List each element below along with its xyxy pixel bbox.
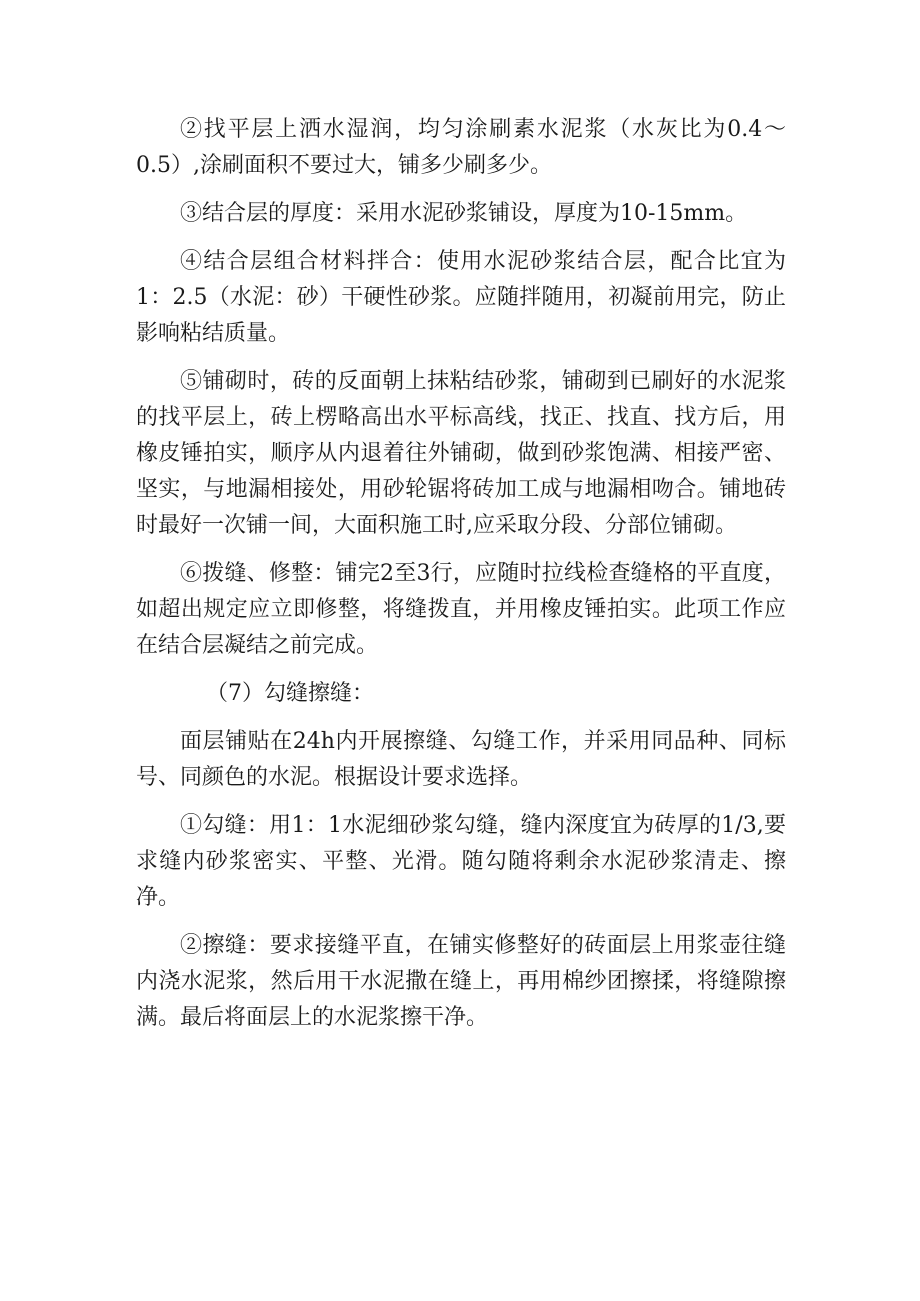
paragraph-step-6-joint-adjusting: ⑥拨缝、修整：铺完2至3行，应随时拉线检查缝格的平直度，如超出规定应立即修整，将缝拨直，并用橡皮锤拍实。此项工作应在结合层凝结之前完成。 [136,561,786,658]
paragraph-jointing-intro: 面层铺贴在24h内开展擦缝、勾缝工作，并采用同品种、同标号、同颜色的水泥。根据设计要求选择。 [136,729,786,790]
paragraph-pointing: ①勾缝：用1：1水泥细砂浆勾缝，缝内深度宜为砖厚的1/3,要求缝内砂浆密实、平整、光滑。随勾随将剩余水泥砂浆清走、擦净。 [136,813,786,910]
document-body [136,112,786,1048]
paragraph-step-3-bonding-thickness: ③结合层的厚度：采用水泥砂浆铺设，厚度为10-15mm。 [180,201,748,226]
section-heading-jointing: （7）勾缝擦缝： [206,681,374,706]
paragraph-step-2-leveling-layer: ②找平层上洒水湿润，均匀涂刷素水泥浆（水灰比为0.4～0.5）,涂刷面积不要过大，铺多少刷多少。 [136,117,786,178]
paragraph-step-4-mortar-mixing: ④结合层组合材料拌合：使用水泥砂浆结合层，配合比宜为1：2.5（水泥：砂）干硬性砂浆。应随拌随用，初凝前用完，防止影响粘结质量。 [136,249,786,346]
paragraph-step-5-tile-laying: ⑤铺砌时，砖的反面朝上抹粘结砂浆，铺砌到已刷好的水泥浆的找平层上，砖上楞略高出水平标高线，找正、找直、找方后，用橡皮锤拍实，顺序从内退着往外铺砌，做到砂浆饱满、相接严密、坚实，与地漏相接处，用砂轮锯将砖加工成与地漏相吻合。铺地砖时最好一次铺一间，大面积施工时,应采取分段、分部位铺砌。 [136,369,786,538]
paragraph-grouting: ②擦缝：要求接缝平直，在铺实修整好的砖面层上用浆壶往缝内浇水泥浆，然后用干水泥撒在缝上，再用棉纱团擦揉，将缝隙擦满。最后将面层上的水泥浆擦干净。 [136,933,786,1030]
